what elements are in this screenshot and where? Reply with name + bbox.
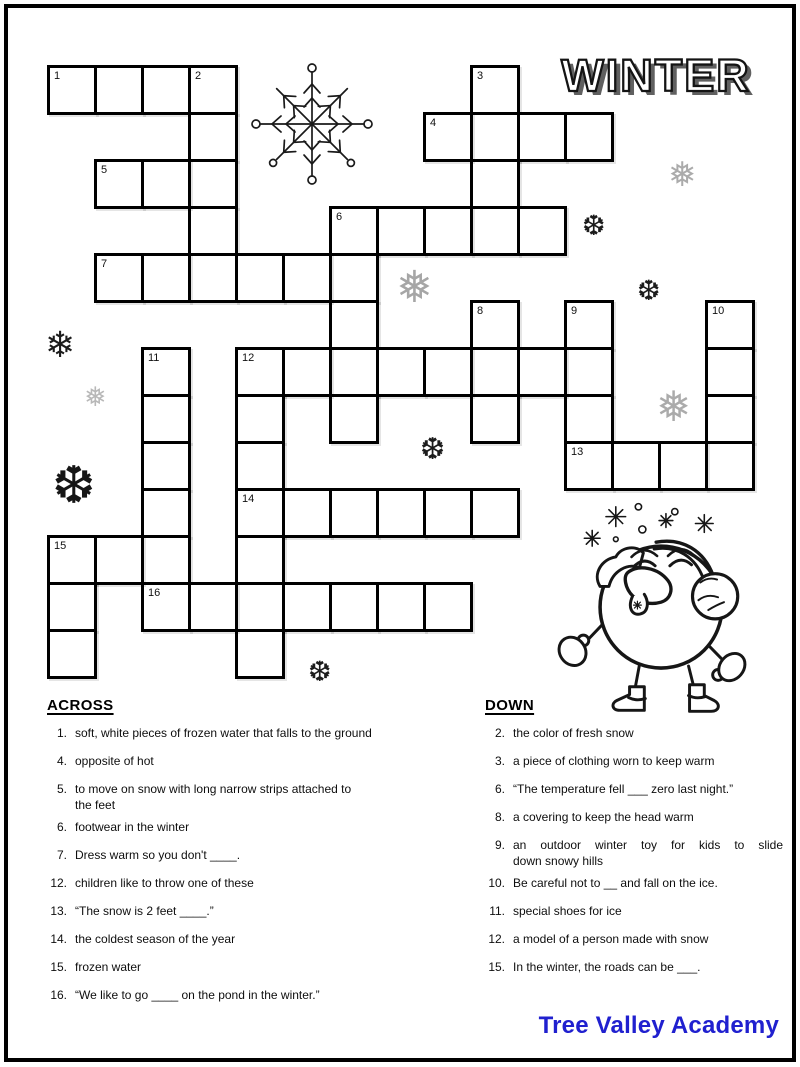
snowflake-icon: ❆ xyxy=(308,656,332,687)
clue-text: In the winter, the roads can be ___. xyxy=(513,960,701,974)
grid-cell-2-7[interactable] xyxy=(141,394,191,444)
grid-cell-3-2[interactable] xyxy=(188,159,238,209)
grid-cell-2-10[interactable] xyxy=(141,535,191,585)
grid-cell-7-6[interactable] xyxy=(376,347,426,397)
grid-cell-4-9[interactable] xyxy=(235,488,285,538)
grid-cell-number: 9 xyxy=(571,305,578,317)
grid-cell-7-9[interactable] xyxy=(376,488,426,538)
grid-cell-9-9[interactable] xyxy=(470,488,520,538)
grid-cell-6-11[interactable] xyxy=(329,582,379,632)
across-header: ACROSS xyxy=(47,697,114,714)
grid-cell-9-2[interactable] xyxy=(470,159,520,209)
grid-cell-5-6[interactable] xyxy=(282,347,332,397)
grid-cell-0-0[interactable] xyxy=(47,65,97,115)
clue-across-12 xyxy=(47,875,459,891)
grid-cell-4-8[interactable] xyxy=(235,441,285,491)
grid-cell-9-6[interactable] xyxy=(470,347,520,397)
grid-cell-number: 8 xyxy=(477,305,484,317)
snowflake-icon: ❆ xyxy=(420,433,446,466)
clue-text: the color of fresh snow xyxy=(513,726,634,740)
grid-cell-13-8[interactable] xyxy=(658,441,708,491)
clue-text: an outdoor winter toy for kids to slide down snowy hills xyxy=(513,838,783,868)
grid-cell-10-3[interactable] xyxy=(517,206,567,256)
grid-cell-number: 13 xyxy=(571,446,584,458)
grid-cell-number: 14 xyxy=(242,493,255,505)
snowflake-icon: ❅ xyxy=(84,382,107,412)
snowflake-icon: ❄ xyxy=(45,324,76,365)
grid-cell-0-12[interactable] xyxy=(47,629,97,679)
clue-number: 2. xyxy=(494,726,505,740)
clue-number: 12. xyxy=(488,932,505,946)
clue-text: footwear in the winter xyxy=(75,820,190,834)
grid-cell-8-9[interactable] xyxy=(423,488,473,538)
grid-cell-number: 15 xyxy=(54,540,67,552)
grid-cell-0-10[interactable] xyxy=(47,535,97,585)
grid-cell-4-10[interactable] xyxy=(235,535,285,585)
clue-text: “The temperature fell ___ zero last night.” xyxy=(513,782,734,796)
large-snowflake-icon xyxy=(250,62,374,186)
grid-cell-11-8[interactable] xyxy=(564,441,614,491)
clue-down-8 xyxy=(485,809,783,825)
clue-number: 5. xyxy=(56,782,67,796)
grid-cell-1-4[interactable] xyxy=(94,253,144,303)
snowflake-icon: ❆ xyxy=(582,210,606,241)
clue-number: 15. xyxy=(50,960,67,974)
grid-cell-1-10[interactable] xyxy=(94,535,144,585)
clue-down-9 xyxy=(485,837,783,869)
clue-number: 8. xyxy=(494,810,505,824)
clue-number: 15. xyxy=(488,960,505,974)
grid-cell-6-5[interactable] xyxy=(329,300,379,350)
clue-number: 9. xyxy=(494,838,505,852)
grid-cell-9-0[interactable] xyxy=(470,65,520,115)
grid-cell-14-7[interactable] xyxy=(705,394,755,444)
grid-cell-4-6[interactable] xyxy=(235,347,285,397)
grid-cell-5-4[interactable] xyxy=(282,253,332,303)
clue-across-5 xyxy=(47,781,459,813)
clue-text: the coldest season of the year xyxy=(75,932,236,946)
snowball-character-illustration xyxy=(545,494,781,730)
grid-cell-number: 16 xyxy=(148,587,161,599)
grid-cell-4-11[interactable] xyxy=(235,582,285,632)
grid-cell-2-8[interactable] xyxy=(141,441,191,491)
clue-down-10 xyxy=(485,875,783,891)
grid-cell-2-0[interactable] xyxy=(141,65,191,115)
brand-footer: Tree Valley Academy xyxy=(538,1012,779,1039)
snowflake-icon: ❆ xyxy=(52,457,96,515)
grid-cell-8-11[interactable] xyxy=(423,582,473,632)
clue-text: special shoes for ice xyxy=(513,904,622,918)
grid-cell-number: 2 xyxy=(195,70,202,82)
clue-number: 13. xyxy=(50,904,67,918)
grid-cell-number: 7 xyxy=(101,258,108,270)
clue-down-3 xyxy=(485,753,783,769)
grid-cell-6-6[interactable] xyxy=(329,347,379,397)
grid-cell-6-7[interactable] xyxy=(329,394,379,444)
grid-cell-2-9[interactable] xyxy=(141,488,191,538)
grid-cell-9-5[interactable] xyxy=(470,300,520,350)
grid-cell-8-3[interactable] xyxy=(423,206,473,256)
snowflake-icon: ❅ xyxy=(668,156,697,194)
grid-cell-3-0[interactable] xyxy=(188,65,238,115)
grid-cell-2-4[interactable] xyxy=(141,253,191,303)
grid-cell-9-7[interactable] xyxy=(470,394,520,444)
grid-cell-number: 4 xyxy=(430,117,437,129)
grid-cell-6-9[interactable] xyxy=(329,488,379,538)
clue-across-15 xyxy=(47,959,459,975)
snowflake-icon: ❅ xyxy=(656,383,692,430)
clue-number: 1. xyxy=(56,726,67,740)
clue-text: “The snow is 2 feet ____.” xyxy=(75,904,214,918)
grid-cell-6-3[interactable] xyxy=(329,206,379,256)
clue-across-4 xyxy=(47,753,459,769)
grid-cell-4-4[interactable] xyxy=(235,253,285,303)
grid-cell-14-5[interactable] xyxy=(705,300,755,350)
clue-text: a model of a person made with snow xyxy=(513,932,709,946)
clue-down-6 xyxy=(485,781,783,797)
down-clues-section xyxy=(485,697,783,987)
grid-cell-9-3[interactable] xyxy=(470,206,520,256)
clue-text: a piece of clothing worn to keep warm xyxy=(513,754,715,768)
grid-cell-number: 5 xyxy=(101,164,108,176)
clue-across-1 xyxy=(47,725,459,741)
grid-cell-14-6[interactable] xyxy=(705,347,755,397)
clue-across-13 xyxy=(47,903,459,919)
page-title: WINTER xyxy=(561,50,751,101)
clue-across-7 xyxy=(47,847,459,863)
clue-down-15 xyxy=(485,959,783,975)
grid-cell-number: 10 xyxy=(712,305,725,317)
clue-text: opposite of hot xyxy=(75,754,154,768)
grid-cell-number: 12 xyxy=(242,352,255,364)
grid-cell-3-3[interactable] xyxy=(188,206,238,256)
clue-text: a covering to keep the head warm xyxy=(513,810,694,824)
clue-text: frozen water xyxy=(75,960,142,974)
down-clue-list xyxy=(485,725,783,975)
grid-cell-7-11[interactable] xyxy=(376,582,426,632)
snowflake-icon: ❆ xyxy=(637,275,661,306)
clue-across-6 xyxy=(47,819,459,835)
grid-cell-4-12[interactable] xyxy=(235,629,285,679)
grid-cell-0-11[interactable] xyxy=(47,582,97,632)
grid-cell-5-9[interactable] xyxy=(282,488,332,538)
grid-cell-8-1[interactable] xyxy=(423,112,473,162)
clue-text: children like to throw one of these xyxy=(75,876,254,890)
clue-number: 6. xyxy=(56,820,67,834)
clue-text: Be careful not to __ and fall on the ice. xyxy=(513,876,718,890)
clue-across-16 xyxy=(47,987,459,1003)
grid-cell-9-1[interactable] xyxy=(470,112,520,162)
grid-cell-7-3[interactable] xyxy=(376,206,426,256)
clue-number: 7. xyxy=(56,848,67,862)
grid-cell-11-7[interactable] xyxy=(564,394,614,444)
grid-cell-3-4[interactable] xyxy=(188,253,238,303)
across-clues-section xyxy=(47,697,459,1015)
grid-cell-1-0[interactable] xyxy=(94,65,144,115)
clue-number: 14. xyxy=(50,932,67,946)
grid-cell-number: 6 xyxy=(336,211,343,223)
grid-cell-number: 1 xyxy=(54,70,61,82)
grid-cell-10-1[interactable] xyxy=(517,112,567,162)
clue-number: 10. xyxy=(488,876,505,890)
grid-cell-3-1[interactable] xyxy=(188,112,238,162)
across-clue-list xyxy=(47,725,459,1003)
grid-cell-12-8[interactable] xyxy=(611,441,661,491)
clue-number: 6. xyxy=(494,782,505,796)
clue-down-11 xyxy=(485,903,783,919)
grid-cell-14-8[interactable] xyxy=(705,441,755,491)
clue-number: 4. xyxy=(56,754,67,768)
grid-cell-1-2[interactable] xyxy=(94,159,144,209)
grid-cell-number: 11 xyxy=(148,352,160,364)
grid-cell-number: 3 xyxy=(477,70,484,82)
clue-number: 16. xyxy=(50,988,67,1002)
snowflake-icon: ❅ xyxy=(396,263,433,312)
clue-number: 3. xyxy=(494,754,505,768)
grid-cell-8-6[interactable] xyxy=(423,347,473,397)
grid-cell-5-11[interactable] xyxy=(282,582,332,632)
down-header: DOWN xyxy=(485,697,535,714)
clue-number: 11. xyxy=(489,904,505,918)
grid-cell-2-11[interactable] xyxy=(141,582,191,632)
grid-cell-2-6[interactable] xyxy=(141,347,191,397)
grid-cell-3-11[interactable] xyxy=(188,582,238,632)
grid-cell-11-6[interactable] xyxy=(564,347,614,397)
clue-down-2 xyxy=(485,725,783,741)
clue-across-14 xyxy=(47,931,459,947)
clue-text: soft, white pieces of frozen water that falls to the ground xyxy=(75,726,372,740)
grid-cell-11-1[interactable] xyxy=(564,112,614,162)
grid-cell-2-2[interactable] xyxy=(141,159,191,209)
grid-cell-6-4[interactable] xyxy=(329,253,379,303)
clue-text: to move on snow with long narrow strips attached to the feet xyxy=(75,782,352,812)
clue-text: “We like to go ____ on the pond in the winter.” xyxy=(75,988,320,1002)
grid-cell-10-6[interactable] xyxy=(517,347,567,397)
grid-cell-4-7[interactable] xyxy=(235,394,285,444)
grid-cell-11-5[interactable] xyxy=(564,300,614,350)
clue-number: 12. xyxy=(50,876,67,890)
clue-down-12 xyxy=(485,931,783,947)
clue-text: Dress warm so you don't ____. xyxy=(75,848,241,862)
